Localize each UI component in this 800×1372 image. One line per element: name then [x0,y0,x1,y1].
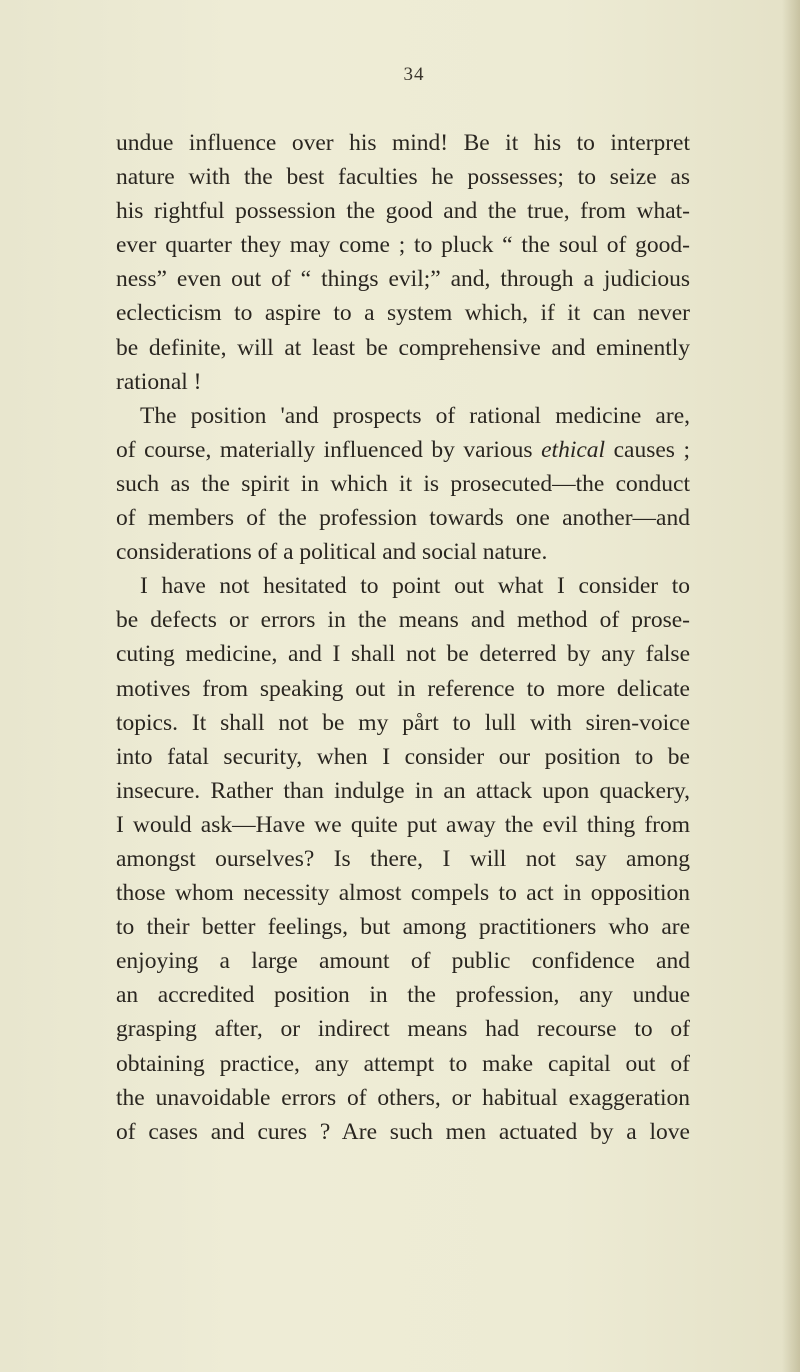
text-segment: causes ; [613,436,691,463]
body-text [116,126,690,1149]
text-line: of members of the profession towards one another—and [116,505,690,532]
text-line: undue influence over his mind! Be it his to interpret [116,130,690,156]
page-number: 34 [403,64,425,85]
text-segment: of course, materially influenced by various [116,436,533,463]
paragraph-start-line: The position 'and prospects of rational medicine are, [140,402,690,429]
text-line: be defects or errors in the means and method of prose- [116,607,690,634]
text-line: enjoying a large amount of public confidence and [116,948,690,975]
text-line: rational ! [116,368,202,395]
text-line: into fatal security, when I consider our position to be [116,743,690,770]
text-line: such as the spirit in which it is prosecuted—the conduct [116,470,690,497]
text-line: to their better feelings, but among practitioners who are [116,914,690,941]
text-line: eclecticism to aspire to a system which, if it can never [116,300,690,327]
paragraph-start-line: I have not hesitated to point out what I consider to [140,573,690,600]
text-line: those whom necessity almost compels to act in opposition [116,880,690,907]
text-line: of cases and cures ? Are such men actuated by a love [116,1118,690,1145]
text-line: an accredited position in the profession, any undue [116,982,690,1009]
text-line: topics. It shall not be my pårt to lull with siren-voice [116,709,690,736]
text-line: I would ask—Have we quite put away the evil thing from [116,811,690,838]
text-line: be definite, will at least be comprehensive and eminently [116,334,690,361]
page-edge-shadow [782,0,800,1372]
italic-word: ethical [541,436,606,463]
text-line: motives from speaking out in reference to more delicate [116,675,690,702]
text-line: considerations of a political and social nature. [116,539,548,566]
text-line: ness” even out of “ things evil;” and, through a judicious [116,266,690,293]
text-line: nature with the best faculties he possesses; to seize as [116,164,690,191]
text-line: insecure. Rather than indulge in an attack upon quackery, [116,777,690,804]
text-line: obtaining practice, any attempt to make capital out of [116,1050,690,1077]
text-line: his rightful possession the good and the true, from what- [116,198,690,225]
text-line: ever quarter they may come ; to pluck “ the soul of good- [116,232,690,259]
text-line: cuting medicine, and I shall not be deterred by any false [116,641,690,668]
text-line: grasping after, or indirect means had recourse to of [116,1016,690,1043]
text-line-with-italic [116,433,690,467]
text-line: amongst ourselves? Is there, I will not say among [116,845,690,872]
text-line: the unavoidable errors of others, or habitual exaggeration [116,1084,690,1111]
